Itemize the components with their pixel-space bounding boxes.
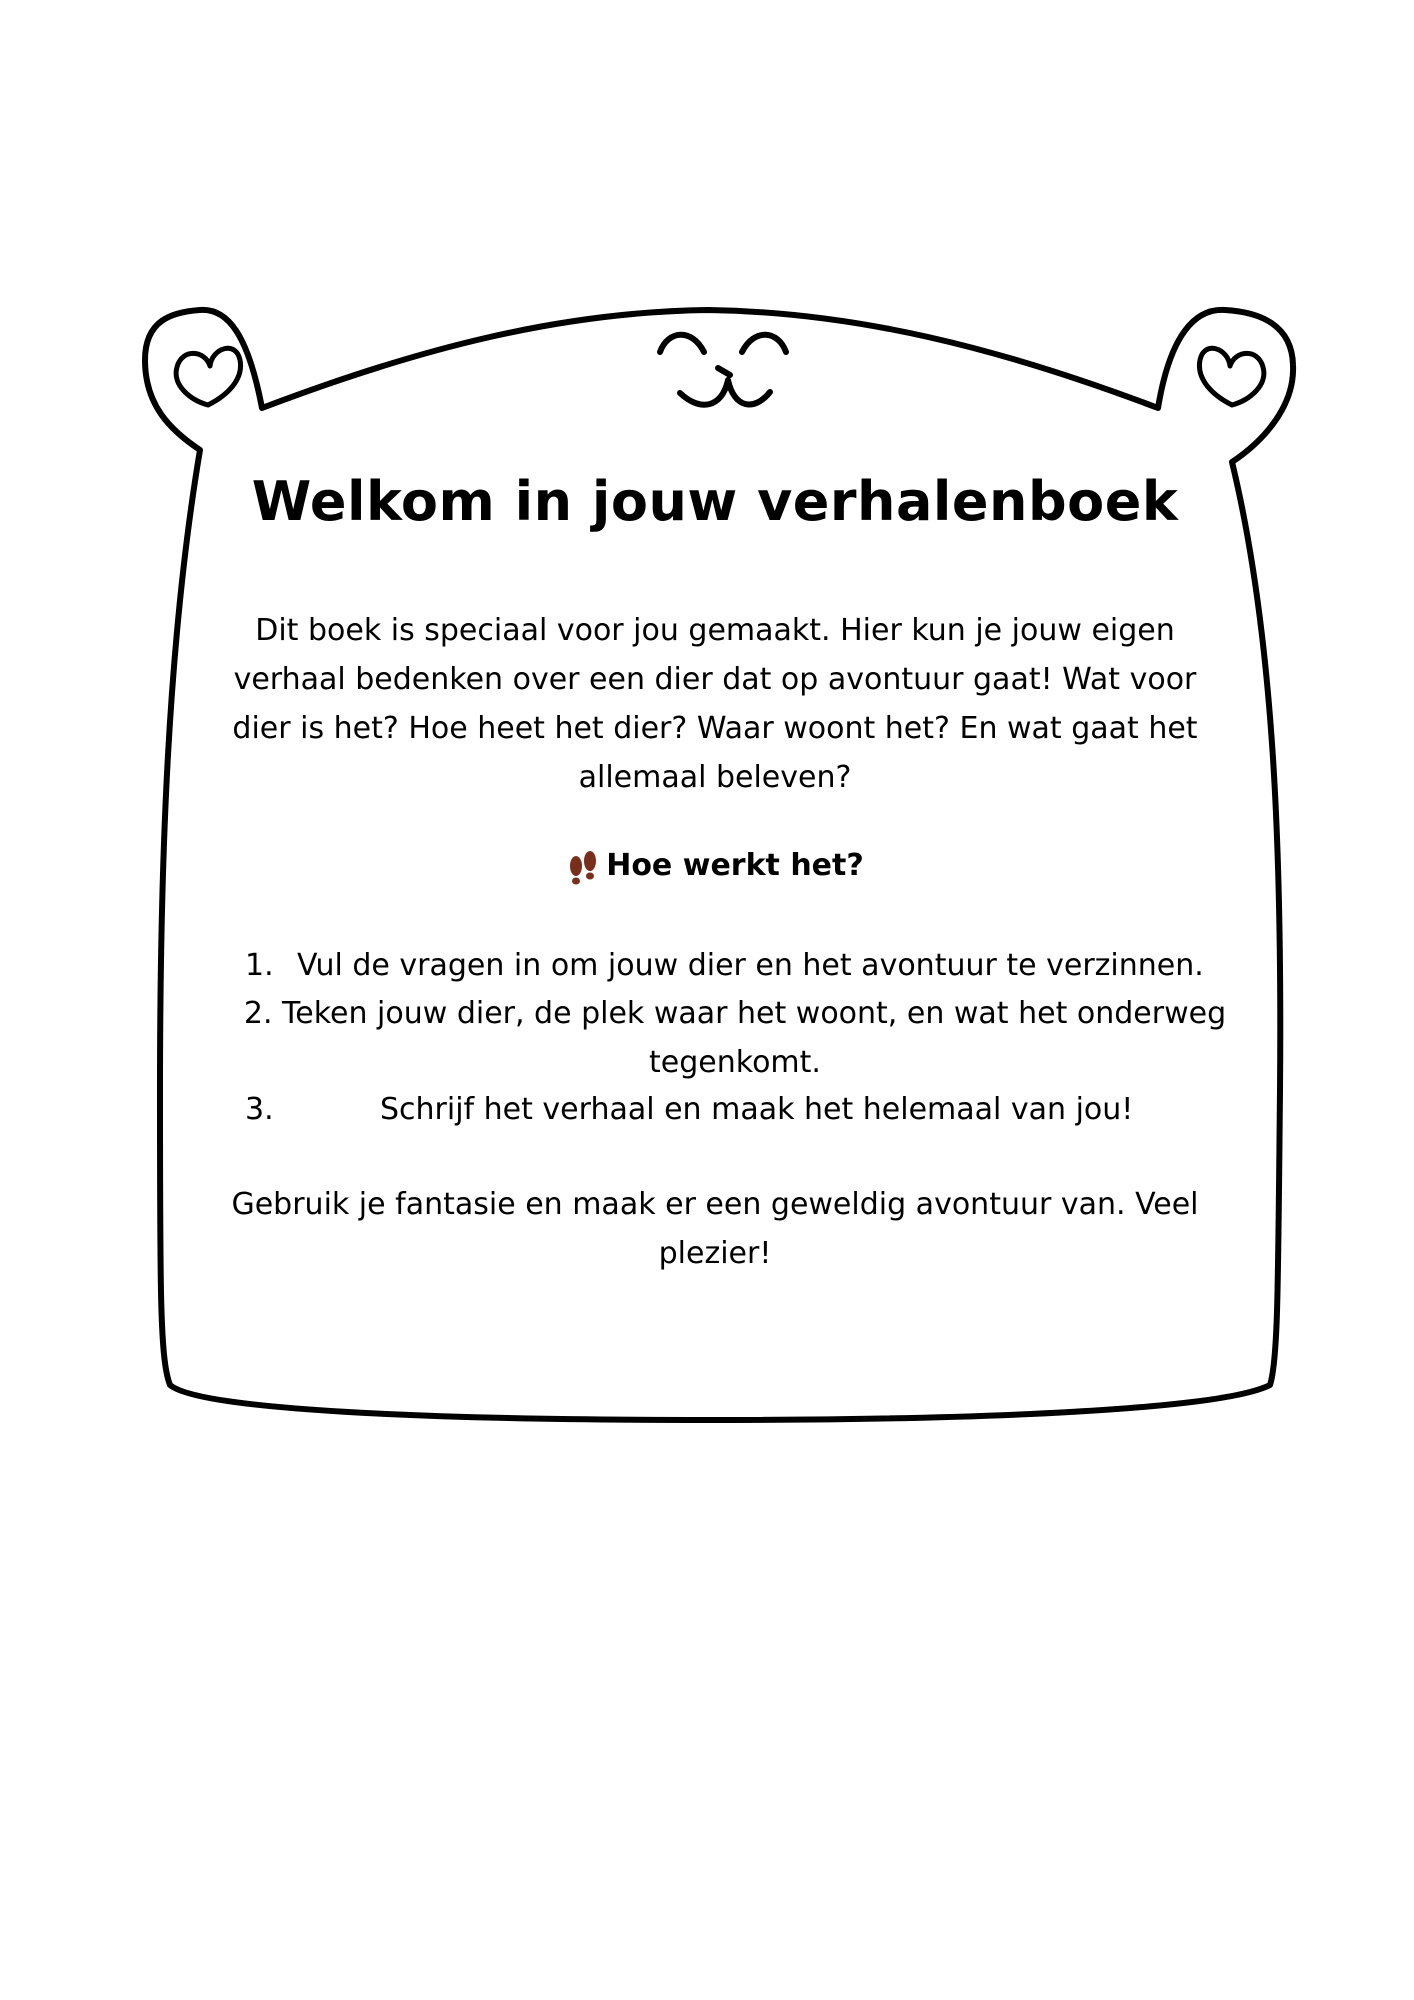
- footprints-icon: [566, 849, 600, 885]
- right-eye-icon: [742, 335, 786, 352]
- nose-icon: [718, 368, 730, 375]
- page-title: Welkom in jouw verhalenboek: [251, 470, 1179, 533]
- step-item: [245, 1085, 1145, 1134]
- outro-paragraph: Gebruik je fantasie en maak er een geweldig avontuur van. Veel plezier!: [231, 1187, 1199, 1271]
- intro-paragraph: Dit boek is speciaal voor jou gemaakt. Hier kun je jouw eigen verhaal bedenken over een dier dat op avontuur gaat! Wat voor dier is het? Hoe heet het dier? Waar woont het? En wat gaat het allemaal beleven?: [232, 613, 1198, 795]
- left-heart-icon: [176, 348, 240, 405]
- step-number: 2.: [243, 996, 273, 1031]
- step-item: [240, 989, 1230, 1087]
- left-eye-icon: [660, 335, 704, 352]
- right-heart-icon: [1199, 348, 1263, 405]
- step-number: 1.: [245, 948, 274, 983]
- how-it-works-heading: [200, 848, 1230, 885]
- step-text: Teken jouw dier, de plek waar het woont, en wat het onderweg tegenkomt.: [282, 996, 1227, 1080]
- mouth-icon: [680, 380, 770, 405]
- step-number: 3.: [245, 1092, 274, 1127]
- step-text: Schrijf het verhaal en maak het helemaal van jou!: [380, 1092, 1134, 1127]
- step-text: Vul de vragen in om jouw dier en het avontuur te verzinnen.: [297, 948, 1204, 983]
- step-item: [245, 941, 1204, 990]
- how-it-works-label: Hoe werkt het?: [606, 848, 864, 883]
